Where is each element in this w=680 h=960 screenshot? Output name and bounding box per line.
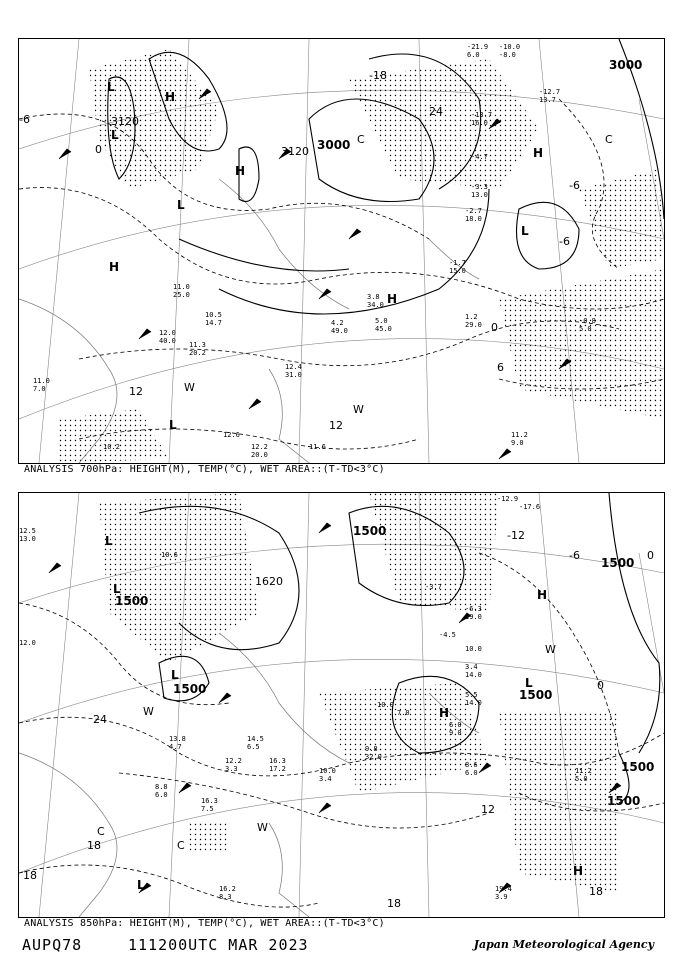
obs-value: -21.9 bbox=[467, 43, 489, 51]
obs-value: 12.0 bbox=[19, 639, 36, 647]
obs-value: 1.2 bbox=[465, 313, 478, 321]
warm-marker: W bbox=[257, 821, 268, 834]
contour-label: 1500 bbox=[621, 760, 655, 774]
warm-marker: W bbox=[143, 705, 154, 718]
obs-value: 40.0 bbox=[159, 337, 176, 345]
obs-value: 17.2 bbox=[269, 765, 286, 773]
isotherm-label: 12 bbox=[329, 419, 343, 432]
high-pressure-marker: H bbox=[235, 164, 246, 178]
obs-value: 12.6 bbox=[223, 431, 240, 439]
obs-value: 11.2 bbox=[511, 431, 528, 439]
obs-value: 13.8 bbox=[169, 735, 186, 743]
obs-value: -2.7 bbox=[465, 207, 482, 215]
obs-value: 3.4 bbox=[465, 663, 478, 671]
obs-value: 12.2 bbox=[225, 757, 242, 765]
caption-700hpa: ANALYSIS 700hPa: HEIGHT(M), TEMP(°C), WET AREA::(T-TD<3°C) bbox=[24, 464, 385, 475]
low-pressure-marker: L bbox=[169, 418, 177, 432]
isotherm-label: -6 bbox=[19, 113, 30, 126]
cold-marker: C bbox=[357, 133, 365, 146]
high-pressure-marker: H bbox=[165, 90, 176, 104]
obs-value: 29.0 bbox=[465, 321, 482, 329]
obs-value: -17.6 bbox=[519, 503, 541, 511]
isotherm-label: 12 bbox=[129, 385, 143, 398]
obs-value: 11.2 bbox=[575, 767, 592, 775]
obs-value: -3.3 bbox=[471, 183, 488, 191]
obs-value: -10.0 bbox=[499, 43, 521, 51]
obs-value: 19.4 bbox=[495, 885, 512, 893]
obs-value: 32.0 bbox=[365, 753, 382, 761]
obs-value: 5.0 bbox=[579, 325, 592, 333]
obs-value: 8.8 bbox=[155, 783, 168, 791]
obs-value: 13.0 bbox=[19, 535, 36, 543]
isotherm-label: 0 bbox=[491, 321, 498, 334]
high-pressure-marker: H bbox=[109, 260, 120, 274]
isotherm-label: -18 bbox=[369, 69, 387, 82]
obs-value: 12.5 bbox=[19, 527, 36, 535]
obs-value: 7.5 bbox=[201, 805, 214, 813]
low-pressure-marker: L bbox=[177, 198, 185, 212]
obs-value: -3.7 bbox=[425, 583, 442, 591]
obs-value: 10.0 bbox=[377, 701, 394, 709]
obs-value: 10.2 bbox=[103, 443, 120, 451]
obs-value: 6.5 bbox=[247, 743, 260, 751]
obs-value: -6.3 bbox=[465, 605, 482, 613]
isotherm-label: 18 bbox=[387, 897, 401, 910]
obs-value: 25.0 bbox=[173, 291, 190, 299]
isotherm-label: 0 bbox=[597, 679, 604, 692]
chart-850hpa bbox=[18, 492, 665, 918]
isotherm-label: 0 bbox=[95, 143, 102, 156]
isotherm-label: 24 bbox=[93, 713, 107, 726]
isotherm-label: 6 bbox=[497, 361, 504, 374]
issuing-agency: Japan Meteorological Agency bbox=[473, 938, 654, 951]
obs-value: 10.0 bbox=[319, 767, 336, 775]
obs-value: 11.6 bbox=[309, 443, 326, 451]
isotherm-label: -12 bbox=[507, 529, 525, 542]
isotherm-label: 24 bbox=[429, 105, 443, 118]
obs-value: 14.5 bbox=[247, 735, 264, 743]
obs-value: 7.0 bbox=[33, 385, 46, 393]
low-pressure-marker: L bbox=[105, 534, 113, 548]
obs-value: 5.0 bbox=[575, 775, 588, 783]
high-pressure-marker: H bbox=[439, 706, 450, 720]
obs-value: 4.7 bbox=[169, 743, 182, 751]
obs-value: 11.0 bbox=[173, 283, 190, 291]
obs-value: 14.0 bbox=[465, 699, 482, 707]
obs-value: 6.0 bbox=[465, 769, 478, 777]
obs-value: 8.3 bbox=[219, 893, 232, 901]
obs-value: -12.9 bbox=[497, 495, 519, 503]
map-850hpa-canvas bbox=[19, 493, 664, 917]
warm-marker: W bbox=[353, 403, 364, 416]
obs-value: 19.0 bbox=[465, 613, 482, 621]
obs-value: -12.7 bbox=[539, 88, 561, 96]
obs-value: 3.3 bbox=[225, 765, 238, 773]
low-pressure-marker: L bbox=[107, 80, 115, 94]
contour-label: 1500 bbox=[607, 794, 641, 808]
obs-value: -4.7 bbox=[471, 153, 488, 161]
high-pressure-marker: H bbox=[573, 864, 584, 878]
low-pressure-marker: L bbox=[525, 676, 533, 690]
obs-value: 15.0 bbox=[449, 267, 466, 275]
contour-label: 3120 bbox=[281, 145, 309, 158]
obs-value: 6.0 bbox=[467, 51, 480, 59]
low-pressure-marker: L bbox=[113, 582, 121, 596]
obs-value: 7.0 bbox=[397, 709, 410, 717]
obs-value: 12.4 bbox=[285, 363, 302, 371]
contour-label: 1500 bbox=[601, 556, 635, 570]
obs-value: 5.5 bbox=[465, 691, 478, 699]
obs-value: 3.9 bbox=[495, 893, 508, 901]
low-pressure-marker: L bbox=[137, 878, 145, 892]
warm-marker: W bbox=[545, 643, 556, 656]
obs-value: 11.0 bbox=[33, 377, 50, 385]
isotherm-label: 0 bbox=[647, 549, 654, 562]
obs-value: 6.0 bbox=[155, 791, 168, 799]
high-pressure-marker: H bbox=[533, 146, 544, 160]
chart-code: AUPQ78 bbox=[22, 936, 83, 954]
cold-marker: C bbox=[605, 133, 613, 146]
isotherm-label: -6 bbox=[569, 549, 580, 562]
obs-value: 13.0 bbox=[471, 191, 488, 199]
obs-value: 34.0 bbox=[367, 301, 384, 309]
obs-value: 9.8 bbox=[365, 745, 378, 753]
isotherm-label: 18 bbox=[589, 885, 603, 898]
obs-value: 9.0 bbox=[449, 729, 462, 737]
obs-value: 13.7 bbox=[539, 96, 556, 104]
isotherm-label: -6 bbox=[559, 235, 570, 248]
contour-label: 1500 bbox=[519, 688, 553, 702]
obs-value: -0.8 bbox=[579, 317, 596, 325]
obs-value: 3.4 bbox=[319, 775, 332, 783]
low-pressure-marker: L bbox=[111, 128, 119, 142]
high-pressure-marker: H bbox=[537, 588, 548, 602]
obs-value: 4.2 bbox=[331, 319, 344, 327]
chart-700hpa bbox=[18, 38, 665, 464]
obs-value: 45.0 bbox=[375, 325, 392, 333]
obs-value: 16.0 bbox=[471, 119, 488, 127]
obs-value: 12.2 bbox=[251, 443, 268, 451]
low-pressure-marker: L bbox=[521, 224, 529, 238]
contour-label: 3120 bbox=[111, 115, 139, 128]
obs-value: 14.7 bbox=[205, 319, 222, 327]
obs-value: 31.0 bbox=[285, 371, 302, 379]
cold-marker: C bbox=[177, 839, 185, 852]
obs-value: 18.0 bbox=[465, 215, 482, 223]
high-pressure-marker: H bbox=[387, 292, 398, 306]
obs-value: -1.7 bbox=[449, 259, 466, 267]
map-700hpa-canvas bbox=[19, 39, 664, 463]
obs-value: 10.5 bbox=[205, 311, 222, 319]
obs-value: 12.0 bbox=[159, 329, 176, 337]
caption-850hpa: ANALYSIS 850hPa: HEIGHT(M), TEMP(°C), WET AREA::(T-TD<3°C) bbox=[24, 918, 385, 929]
obs-value: 3.8 bbox=[367, 293, 380, 301]
obs-value: 8.6 bbox=[465, 761, 478, 769]
isotherm-label: 18 bbox=[23, 869, 37, 882]
obs-value: -4.5 bbox=[439, 631, 456, 639]
isotherm-label: -6 bbox=[569, 179, 580, 192]
low-pressure-marker: L bbox=[171, 668, 179, 682]
obs-value: 49.0 bbox=[331, 327, 348, 335]
contour-label: 1620 bbox=[255, 575, 283, 588]
obs-value: 16.3 bbox=[269, 757, 286, 765]
contour-label: 3000 bbox=[317, 138, 351, 152]
obs-value: 6.0 bbox=[449, 721, 462, 729]
obs-value: 11.3 bbox=[189, 341, 206, 349]
obs-value: 14.0 bbox=[465, 671, 482, 679]
obs-value: 16.3 bbox=[201, 797, 218, 805]
warm-marker: W bbox=[184, 381, 195, 394]
contour-label: 1500 bbox=[173, 682, 207, 696]
isotherm-label: 18 bbox=[87, 839, 101, 852]
contour-label: 1500 bbox=[353, 524, 387, 538]
analysis-datetime: 111200UTC MAR 2023 bbox=[128, 936, 309, 954]
contour-label: 1500 bbox=[115, 594, 149, 608]
obs-value: 10.0 bbox=[465, 645, 482, 653]
obs-value: -13.7 bbox=[471, 111, 493, 119]
obs-value: 20.0 bbox=[251, 451, 268, 459]
obs-value: 5.0 bbox=[375, 317, 388, 325]
obs-value: 9.0 bbox=[511, 439, 524, 447]
obs-value: -8.0 bbox=[499, 51, 516, 59]
obs-value: 16.2 bbox=[219, 885, 236, 893]
contour-label: 3000 bbox=[609, 58, 643, 72]
obs-value: 20.2 bbox=[189, 349, 206, 357]
obs-value: 10.6 bbox=[161, 551, 178, 559]
cold-marker: C bbox=[97, 825, 105, 838]
isotherm-label: 12 bbox=[481, 803, 495, 816]
